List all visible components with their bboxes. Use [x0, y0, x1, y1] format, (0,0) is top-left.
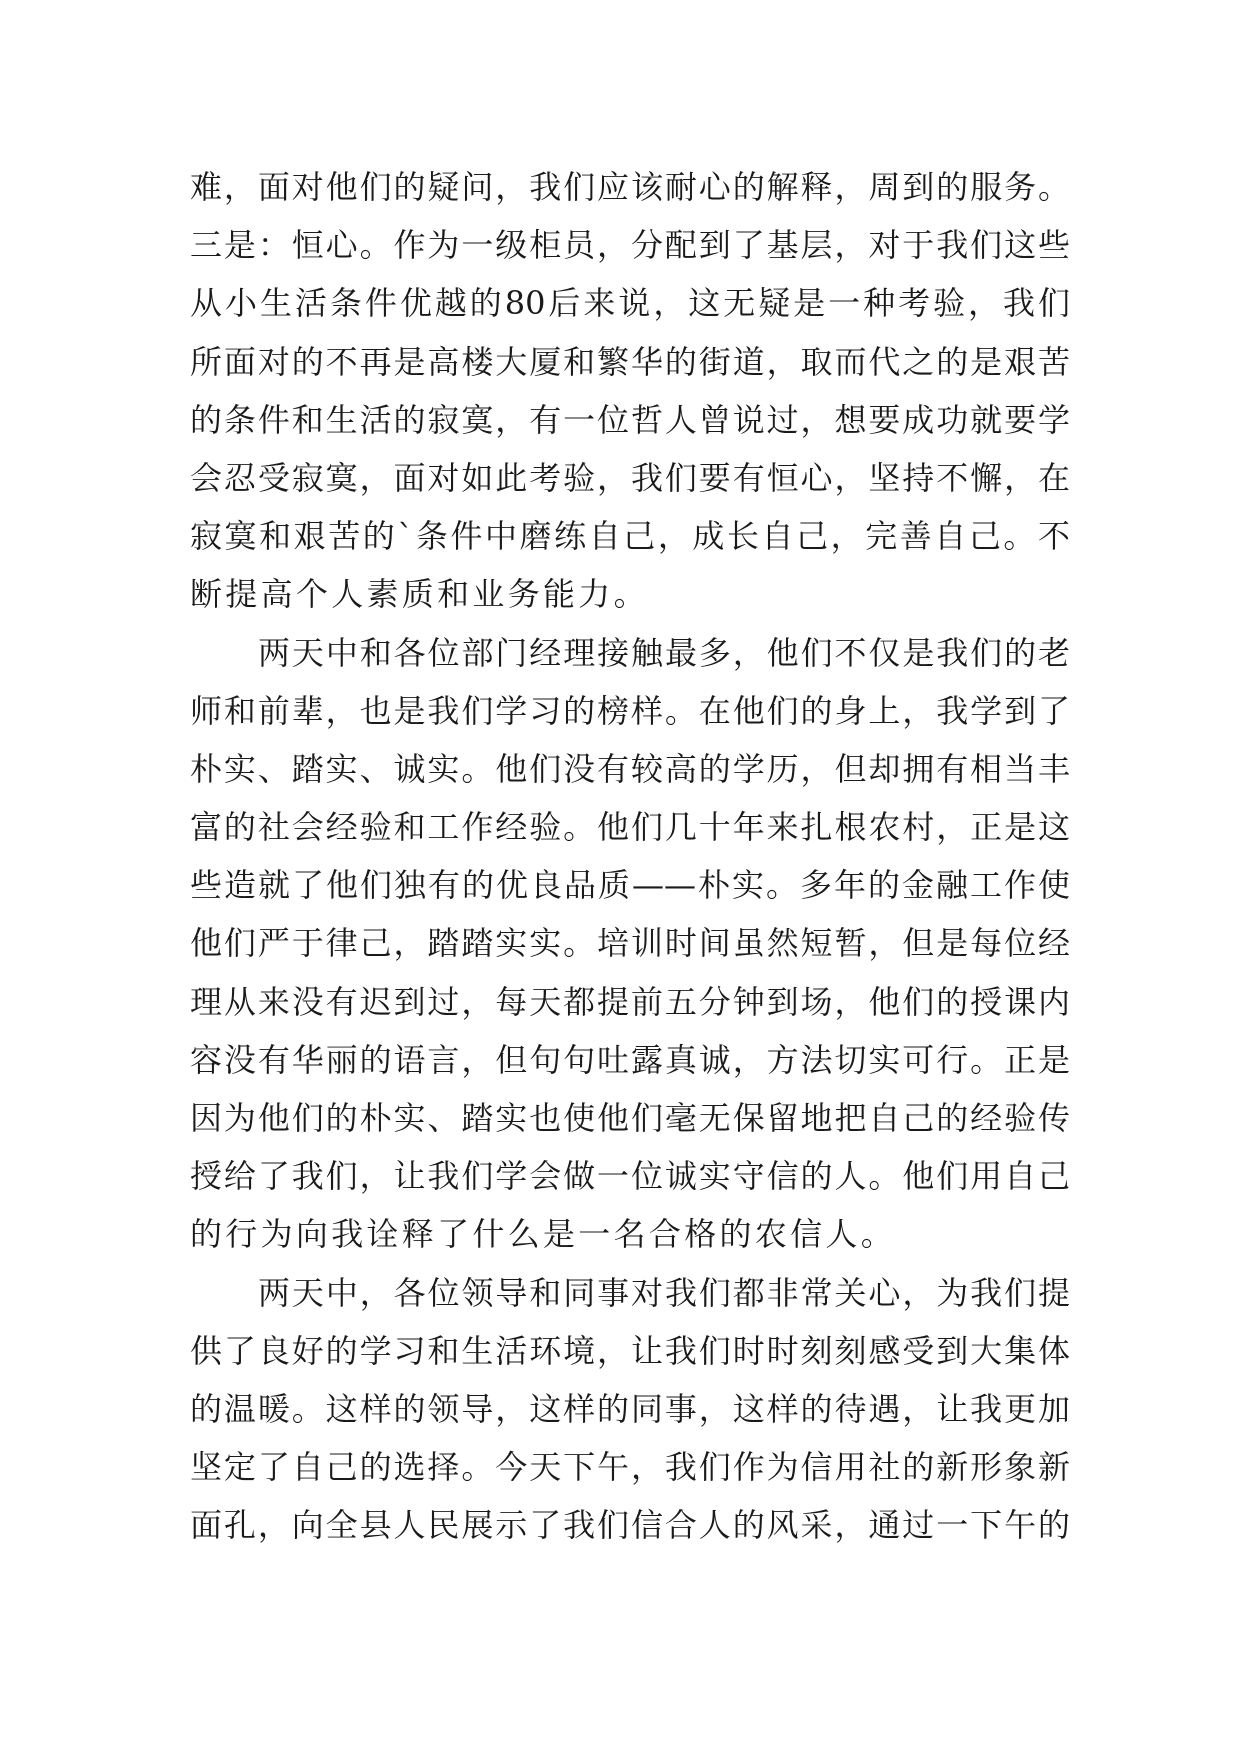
text-line: 三是：恒心。作为一级柜员，分配到了基层，对于我们这些 — [190, 226, 1070, 265]
text-line: 理从来没有迟到过，每天都提前五分钟到场，他们的授课内 — [190, 982, 1070, 1021]
text-line: 些造就了他们独有的优良品质——朴实。多年的金融工作使 — [190, 866, 1070, 905]
text-line: 难，面对他们的疑问，我们应该耐心的解释，周到的服务。 — [190, 168, 1070, 206]
text-line: 从小生活条件优越的80后来说，这无疑是一种考验，我们 — [190, 284, 1070, 323]
text-line: 因为他们的朴实、踏实也使他们毫无保留地把自己的经验传 — [190, 1099, 1070, 1137]
text-line: 朴实、踏实、诚实。他们没有较高的学历，但却拥有相当丰 — [190, 749, 1070, 788]
text-line: 坚定了自己的选择。今天下午，我们作为信用社的新形象新 — [190, 1448, 1070, 1487]
paragraph-first-line: 两天中和各位部门经理接触最多，他们不仅是我们的老 — [258, 633, 1070, 672]
text-line: 他们严于律己，踏踏实实。培训时间虽然短暂，但是每位经 — [190, 924, 1070, 963]
text-line: 授给了我们，让我们学会做一位诚实守信的人。他们用自己 — [190, 1157, 1070, 1196]
text-line: 师和前辈，也是我们学习的榜样。在他们的身上，我学到了 — [190, 691, 1070, 730]
text-line: 会忍受寂寞，面对如此考验，我们要有恒心，坚持不懈，在 — [190, 458, 1070, 497]
text-line: 的行为向我诠释了什么是一名合格的农信人。 — [190, 1215, 897, 1254]
text-line: 的条件和生活的寂寞，有一位哲人曾说过，想要成功就要学 — [190, 400, 1070, 439]
text-line: 断提高个人素质和业务能力。 — [190, 575, 649, 614]
text-line: 面孔，向全县人民展示了我们信合人的风采，通过一下午的 — [190, 1506, 1070, 1545]
body-text — [190, 158, 1070, 1555]
text-line: 寂寞和艰苦的`条件中磨练自己，成长自己，完善自己。不 — [190, 517, 1070, 556]
text-line: 容没有华丽的语言，但句句吐露真诚，方法切实可行。正是 — [190, 1040, 1070, 1079]
text-line: 的温暖。这样的领导，这样的同事，这样的待遇，让我更加 — [190, 1389, 1070, 1428]
text-line: 富的社会经验和工作经验。他们几十年来扎根农村，正是这 — [190, 808, 1070, 847]
text-line: 所面对的不再是高楼大厦和繁华的街道，取而代之的是艰苦 — [190, 342, 1070, 381]
text-line: 供了良好的学习和生活环境，让我们时时刻刻感受到大集体 — [190, 1331, 1070, 1370]
paragraph-first-line: 两天中，各位领导和同事对我们都非常关心，为我们提 — [258, 1273, 1070, 1312]
